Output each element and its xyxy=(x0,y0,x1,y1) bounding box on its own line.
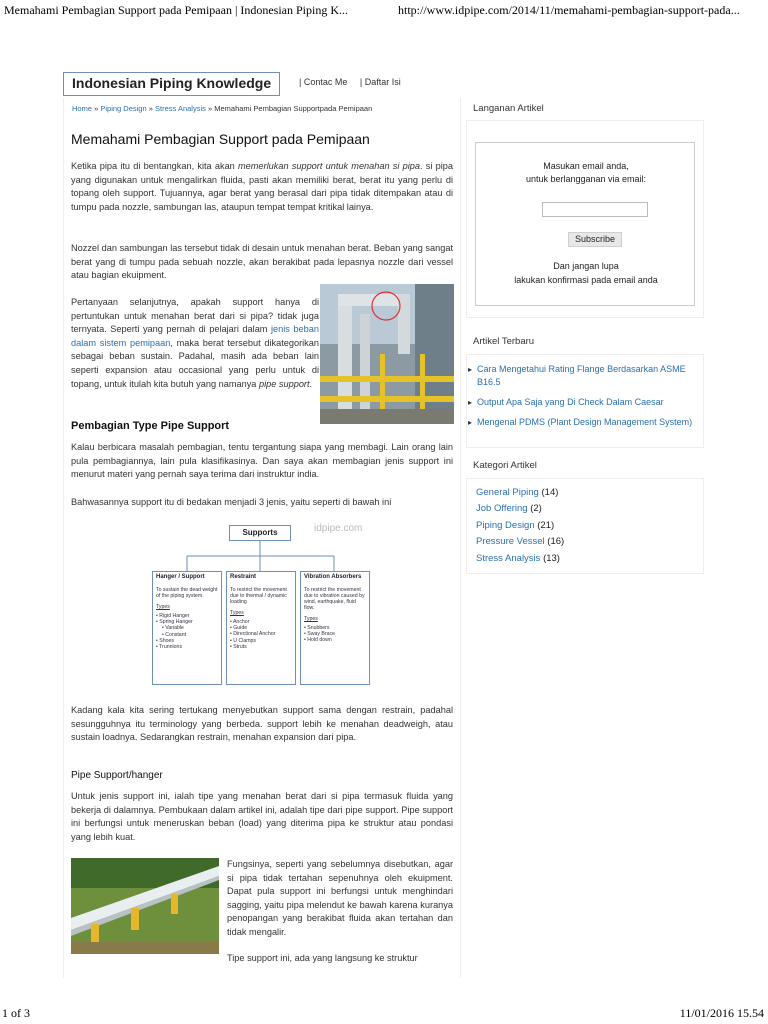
breadcrumb xyxy=(72,104,372,113)
breadcrumb-home[interactable]: Home xyxy=(72,104,93,113)
breadcrumb-piping-design[interactable]: Piping Design xyxy=(100,104,147,113)
emphasis-text: pipe support xyxy=(258,378,310,389)
subsection-heading: Pipe Support/hanger xyxy=(71,770,163,781)
paragraph-fungsinya: Fungsinya, seperti yang sebelumnya disebutkan, agar si pipa tidak tertahan sepenuhnya oleh ekuipment. Dapat pula support ini berfungsi untuk menghindari sagging, yaitu pipa melendut ke bawah karena kuranya penopangan yang berakibat fluida akan tertahan dan tidak mengalir. xyxy=(227,859,453,937)
subscribe-line-2: untuk berlangganan via email: xyxy=(525,174,647,184)
diagram-box-restraint: Restraint To restrict the movement due to thermal / dynamic loading Types • Anchor • Guide • Directional Anchor • U Clamps • Struts xyxy=(226,571,296,685)
site-nav xyxy=(299,77,411,87)
paragraph-intro: Ketika pipa itu di bentangkan, kita akan memerlukan support untuk menahan si pipa. si pipa yang digunakan untuk mengalirkan fluida, pasti akan memiliki berat, berat itu yang perlu di topang oleh support. Tujuannya, agar berat yang berasal dari pipa tidak ditempakan atau di tumpu pada nozzle, sambungan las, ataupun tempat tempat kritikal lainya. xyxy=(71,161,453,212)
site-header xyxy=(63,72,463,96)
subscribe-box xyxy=(475,142,695,306)
link-jenis-beban[interactable]: jenis beban dalam sistem pemipaan xyxy=(71,324,319,348)
diagram-box-hanger: Hanger / Support To sustain the dead weight of the piping system. Types • Rigid Hanger • Spring Hanger • Variable • Constant • Shoes • Trunnions xyxy=(152,571,222,685)
paragraph-question: Pertanyaan selanjutnya, apakah support hanya di pertuntukan untuk menahan berat dari si pipa? tidak juga ternyata. Seperti yang pernah di pelajari dalam jenis beban dalam sistem pemipaan, maka berat tersebut dikategorikan sebagai beban sustain. Padahal, masih ada beban lain seperti expansion atau occasional yang perlu untuk di topang, untuk itulah kita butuh yang namanya pipe support. xyxy=(71,297,319,389)
post-title: Memahami Pembagian Support pada Pemipaan xyxy=(71,131,370,147)
diagram-box-vibration: Vibration Absorbers To restrict the movement due to vibration caused by wind, earthquake, fluid flow. Types • Snubbers • Sway Brace • Hold down xyxy=(300,571,370,685)
pipeline-photo xyxy=(71,858,219,954)
email-input[interactable] xyxy=(542,202,648,217)
recent-article-link[interactable]: ▸ Output Apa Saja yang Di Check Dalam Caesar xyxy=(467,396,705,409)
categories-panel xyxy=(466,478,704,574)
categories-heading: Kategori Artikel xyxy=(473,460,537,471)
category-item: Stress Analysis (13) xyxy=(476,552,560,564)
site-title[interactable]: Indonesian Piping Knowledge xyxy=(63,72,280,96)
category-link-pressure-vessel[interactable]: Pressure Vessel xyxy=(476,536,545,548)
category-link-stress-analysis[interactable]: Stress Analysis xyxy=(476,552,541,564)
paragraph-nozzle: Nozzel dan sambungan las tersebut tidak di desain untuk menahan berat. Beban yang sangat berat yang di tumpu pada sebuah nozzle, akan berakibat pada lepasnya nozzle dari vessel atau bagian ekuipment. xyxy=(71,243,453,281)
nav-contact-me[interactable]: | Contac Me xyxy=(299,77,348,87)
breadcrumb-separator: » xyxy=(148,104,153,113)
subscribe-button[interactable]: Subscribe xyxy=(568,232,622,247)
category-item: General Piping (14) xyxy=(476,487,559,498)
recent-articles-heading: Artikel Terbaru xyxy=(473,336,535,347)
pipe-support-photo xyxy=(320,284,454,424)
recent-article-link[interactable]: ▸ Cara Mengetahui Rating Flange Berdasarkan ASME B16.5 xyxy=(467,363,705,389)
print-datetime: 11/01/2016 15.54 xyxy=(679,1006,764,1020)
category-link-general-piping[interactable]: General Piping xyxy=(476,487,539,498)
print-footer xyxy=(0,1004,768,1024)
nav-daftar-isi[interactable]: | Daftar Isi xyxy=(359,77,401,87)
diagram-root-node: Supports xyxy=(229,525,291,541)
print-url: http://www.idpipe.com/2014/11/memahami-pembagian-support-pada... xyxy=(398,3,740,17)
subscribe-heading: Langanan Artikel xyxy=(473,103,544,114)
page-number: 1 of 3 xyxy=(2,1006,30,1020)
category-link-job-offering[interactable]: Job Offering xyxy=(476,503,528,515)
recent-articles-panel xyxy=(466,354,704,448)
category-item: Piping Design (21) xyxy=(476,519,555,531)
breadcrumb-stress-analysis[interactable]: Stress Analysis xyxy=(155,104,206,113)
paragraph-pembagian: Kalau berbicara masalah pembagian, tentu tergantung siapa yang membagi. Lain orang lain pula pembagiannya, lain pula klasifikasinya. Dan saya akan membagian jenis support ini menurut materi yang pernah saya terima dari instruktur india. xyxy=(71,442,453,480)
paragraph-three-types: Bahwasannya support itu di bedakan menjadi 3 jenis, yaitu seperti di bawah ini xyxy=(71,497,392,507)
paragraph-pipe-support: Untuk jenis support ini, ialah tipe yang menahan berat dari si pipa termasuk fluida yang bekerja di dalamnya. Pembukaan dalam artikel ini, adalah tipe dari pipe support. Pipe support ini berfungsi untuk meneruskan beban (load) yang diterima pipa ke struktur atau pondasi yang lebih kuat. xyxy=(71,791,453,842)
subscribe-note-1: Dan jangan lupa xyxy=(553,261,619,271)
article-main xyxy=(63,98,461,978)
paragraph-restrain: Kadang kala kita sering tertukang menyebutkan support sama dengan restrain, padahal sesungguhnya itu terminology yang berbeda. support lebih ke menahan deadweigh, atau sustain loadnya. Sedarangkan restrain, menahan expansion dari pipa. xyxy=(71,705,453,743)
breadcrumb-separator: » xyxy=(207,104,213,113)
subscribe-line-1: Masukan email anda, xyxy=(543,161,629,171)
support-types-diagram xyxy=(152,520,374,692)
breadcrumb-separator: » xyxy=(94,104,99,113)
category-item: Pressure Vessel (16) xyxy=(476,536,565,548)
recent-article-link[interactable]: ▸ Mengenal PDMS (Plant Design Management System) xyxy=(467,416,705,429)
subscribe-note-2: lakukan konfirmasi pada email anda xyxy=(514,275,658,285)
diagram-watermark: idpipe.com xyxy=(314,523,363,534)
print-header xyxy=(0,0,768,22)
paragraph-tipe: Tipe support ini, ada yang langsung ke struktur xyxy=(227,953,418,963)
print-page-title: Memahami Pembagian Support pada Pemipaan | Indonesian Piping K... xyxy=(4,3,349,17)
emphasis-text: memerlukan support untuk menahan si pipa xyxy=(238,161,421,171)
breadcrumb-current: Memahami Pembagian Supportpada Pemipaan xyxy=(214,104,373,113)
category-item: Job Offering (2) xyxy=(476,503,542,515)
section-heading: Pembagian Type Pipe Support xyxy=(71,420,230,432)
category-link-piping-design[interactable]: Piping Design xyxy=(476,519,535,531)
